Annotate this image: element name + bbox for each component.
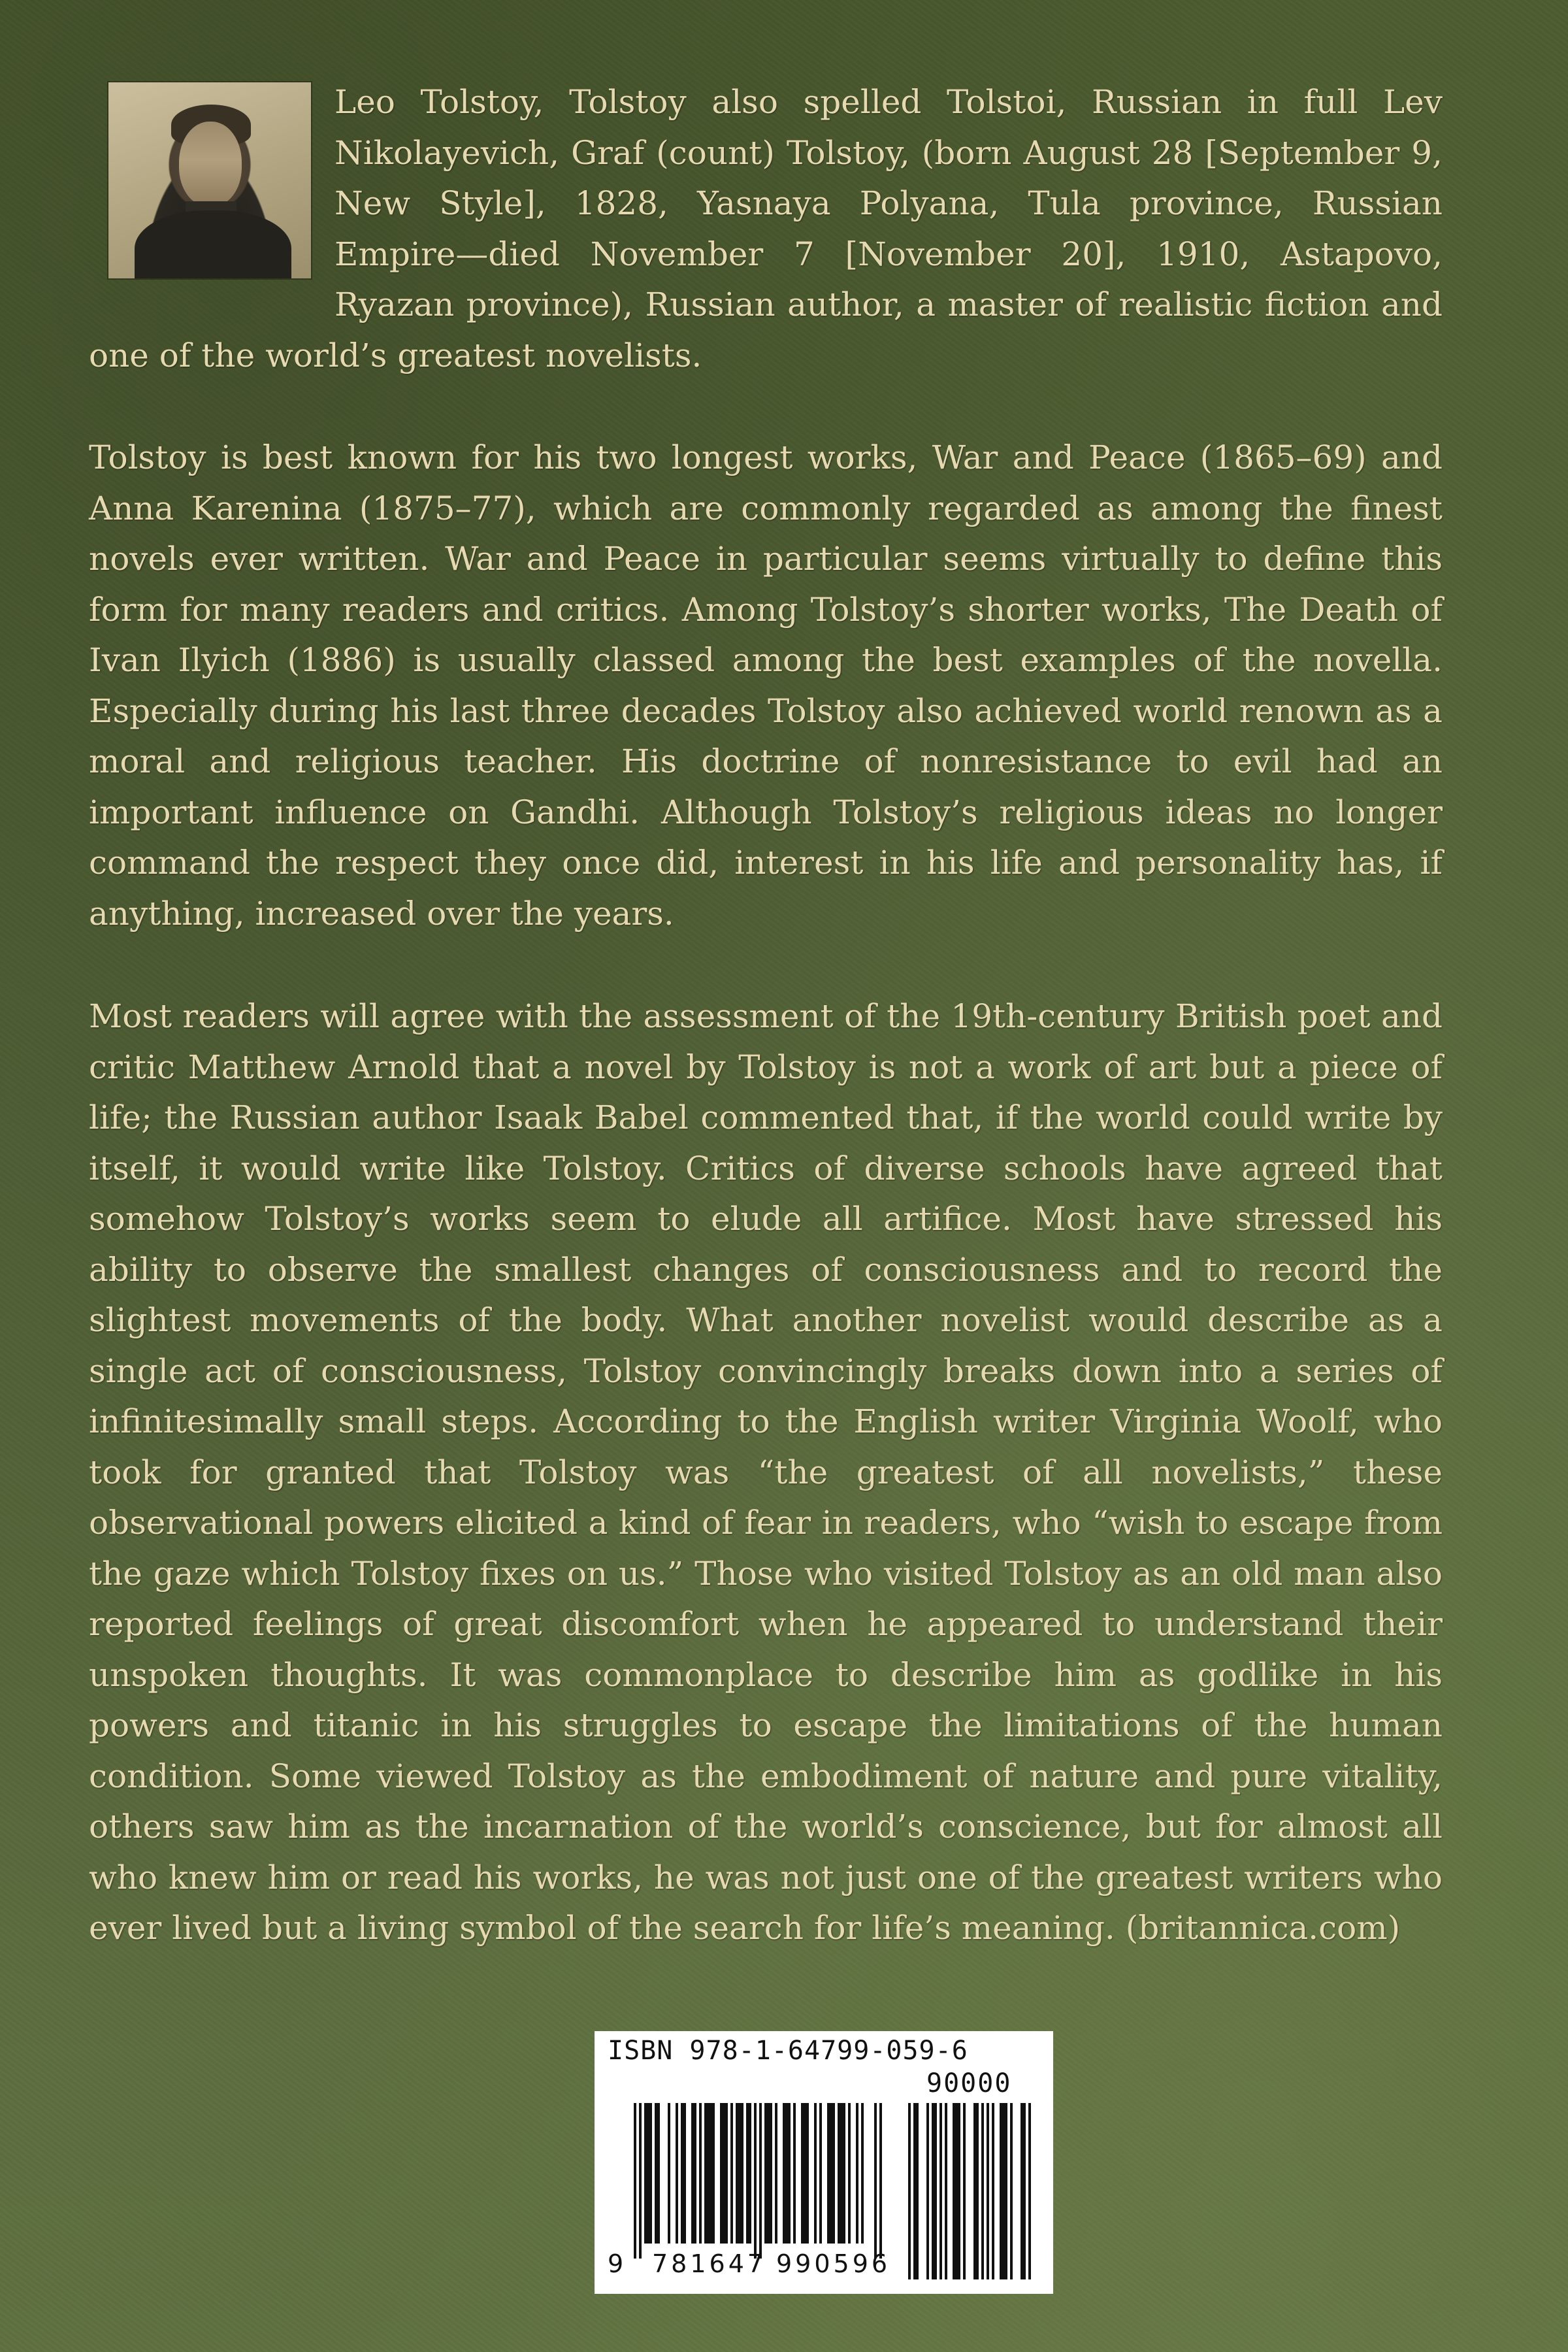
addon-bar xyxy=(939,2103,942,2279)
bio-paragraph-2: Tolstoy is best known for his two longest works, War and Peace (1865–69) and Anna Karenina (1875–77), which are commonly regarded as among the finest novels ever written. War and Peace in particular seems virtually to define this form for many readers and critics. Among Tolstoy’s shorter works, The Death of Ivan Ilyich (1886) is usually classed among the best examples of the novella. Especially during his last three decades Tolstoy also achieved world renown as a moral and religious teacher. His doctrine of nonresistance to evil had an important influence on Gandhi. Although Tolstoy’s religious ideas no longer command the respect they once did, interest in his life and personality has, if anything, increased over the years. xyxy=(89,439,1443,933)
barcode-bar xyxy=(767,2103,770,2244)
barcode-bar xyxy=(785,2103,788,2244)
barcode-bar xyxy=(668,2103,670,2244)
barcode-bar xyxy=(843,2103,845,2244)
barcode-bar xyxy=(723,2103,725,2244)
addon-bar xyxy=(1028,2103,1031,2279)
author-portrait xyxy=(108,82,311,278)
barcode-bar xyxy=(699,2103,702,2244)
barcode-bar xyxy=(634,2103,636,2259)
barcode-bar xyxy=(804,2103,806,2244)
bio-paragraph-1 xyxy=(89,77,1443,381)
barcode-bar xyxy=(788,2103,791,2244)
barcode-bar xyxy=(694,2103,696,2244)
barcode-bar xyxy=(746,2103,749,2244)
ean-left-digits: 781647 xyxy=(652,2249,767,2278)
addon-bar xyxy=(932,2103,934,2279)
barcode-bar xyxy=(707,2103,710,2244)
barcode-bar xyxy=(644,2103,647,2244)
barcode-bar xyxy=(874,2103,877,2259)
barcode-bar xyxy=(725,2103,728,2244)
addon-bar xyxy=(926,2103,929,2279)
ean-first-digit: 9 xyxy=(608,2249,624,2278)
addon-bar xyxy=(934,2103,937,2279)
addon-bar xyxy=(976,2103,979,2279)
addon-bar xyxy=(987,2103,989,2279)
barcode-bar xyxy=(819,2103,822,2244)
barcode-bar xyxy=(712,2103,715,2244)
barcode-bar xyxy=(783,2103,785,2244)
addon-bar xyxy=(913,2103,916,2279)
barcode-bar xyxy=(691,2103,694,2244)
isbn-label: ISBN 978-1-64799-059-6 xyxy=(608,2036,968,2066)
barcode-bar xyxy=(814,2103,817,2244)
barcode-bar xyxy=(770,2103,772,2244)
addon-bar xyxy=(1021,2103,1023,2279)
barcode-bar xyxy=(655,2103,657,2244)
barcode-bar xyxy=(710,2103,712,2244)
barcode-bar xyxy=(657,2103,660,2244)
addon-bar xyxy=(916,2103,919,2279)
addon-bar xyxy=(963,2103,966,2279)
addon-bar xyxy=(973,2103,976,2279)
barcode-bar xyxy=(676,2103,678,2244)
barcode-bar xyxy=(759,2103,762,2259)
barcode-bar xyxy=(764,2103,767,2244)
addon-bar xyxy=(953,2103,955,2279)
barcode-bar xyxy=(832,2103,835,2244)
barcode-bar xyxy=(879,2103,882,2259)
barcode-bar xyxy=(793,2103,796,2244)
addon-bar xyxy=(955,2103,958,2279)
barcode-bar xyxy=(801,2103,804,2244)
addon-bar xyxy=(1002,2103,1005,2279)
barcode-bar xyxy=(861,2103,864,2244)
addon-bar xyxy=(992,2103,994,2279)
barcode-bar xyxy=(741,2103,743,2244)
bio-paragraph-1-text: Leo Tolstoy, Tolstoy also spelled Tolstoi, Russian in full Lev Nikolayevich, Graf (count) Tolstoy, (born August 28 [September 9, New Style], 1828, Yasnaya Polyana, Tula province, Russian Empire—died November 7 [November 20], 1910, Astapovo, Ryazan province), Russian author, a master of realistic fiction and one of the world’s greatest novelists. xyxy=(89,83,1443,374)
addon-bar xyxy=(1000,2103,1002,2279)
barcode-bar xyxy=(639,2103,642,2259)
isbn-barcode xyxy=(595,2031,1053,2294)
barcode-bar xyxy=(848,2103,851,2244)
addon-bar xyxy=(1005,2103,1007,2279)
bio-paragraph-3: Most readers will agree with the assessment of the 19th-century British poet and critic Matthew Arnold that a novel by Tolstoy is not a work of art but a piece of life; the Russian author Isaak Babel commented that, if the world could write by itself, it would write like Tolstoy. Critics of diverse schools have agreed that somehow Tolstoy’s works seem to elude all artifice. Most have stressed his ability to observe the smallest changes of consciousness and to record the slightest movements of the body. What another novelist would describe as a single act of consciousness, Tolstoy convincingly breaks down into a series of infinitesimally small steps. According to the English writer Virginia Woolf, who took for granted that Tolstoy was “the greatest of all novelists,” these observational powers elicited a kind of fear in readers, who “wish to escape from the gaze which Tolstoy fixes on us.” Those who visited Tolstoy as an old man also reported feelings of great discomfort when he appeared to understand their unspoken thoughts. It was commonplace to describe him as godlike in his powers and titanic in his struggles to escape the limitations of the human condition. Some viewed Tolstoy as the embodiment of nature and pure vitality, others saw him as the incarnation of the world’s conscience, but for almost all who knew him or read his works, he was not just one of the greatest writers who ever lived but a living symbol of the search for life’s meaning. (britannica.com) xyxy=(89,997,1443,1947)
barcode-bar xyxy=(704,2103,707,2244)
barcode-bar xyxy=(649,2103,652,2244)
barcode-bar xyxy=(840,2103,843,2244)
barcode-bar xyxy=(806,2103,809,2244)
price-code: 90000 xyxy=(926,2068,1012,2098)
barcode-bar xyxy=(736,2103,738,2244)
ean-right-digits: 990596 xyxy=(776,2249,891,2278)
barcode-bar xyxy=(749,2103,751,2244)
barcode-bar xyxy=(827,2103,830,2244)
barcode-bar xyxy=(647,2103,649,2244)
barcode-bar xyxy=(738,2103,741,2244)
addon-bar xyxy=(945,2103,947,2279)
barcode-bar xyxy=(830,2103,832,2244)
barcode-bar xyxy=(838,2103,840,2244)
addon-bar xyxy=(908,2103,911,2279)
barcode-bar xyxy=(754,2103,757,2259)
barcode-bar xyxy=(856,2103,858,2244)
addon-bar xyxy=(1023,2103,1026,2279)
barcode-bar xyxy=(720,2103,723,2244)
barcode-bar xyxy=(681,2103,683,2244)
barcode-bar xyxy=(683,2103,686,2244)
addon-bar xyxy=(958,2103,960,2279)
addon-bar xyxy=(1010,2103,1013,2279)
barcode-bar xyxy=(730,2103,733,2244)
addon-bar xyxy=(981,2103,984,2279)
barcode-bar xyxy=(775,2103,777,2244)
